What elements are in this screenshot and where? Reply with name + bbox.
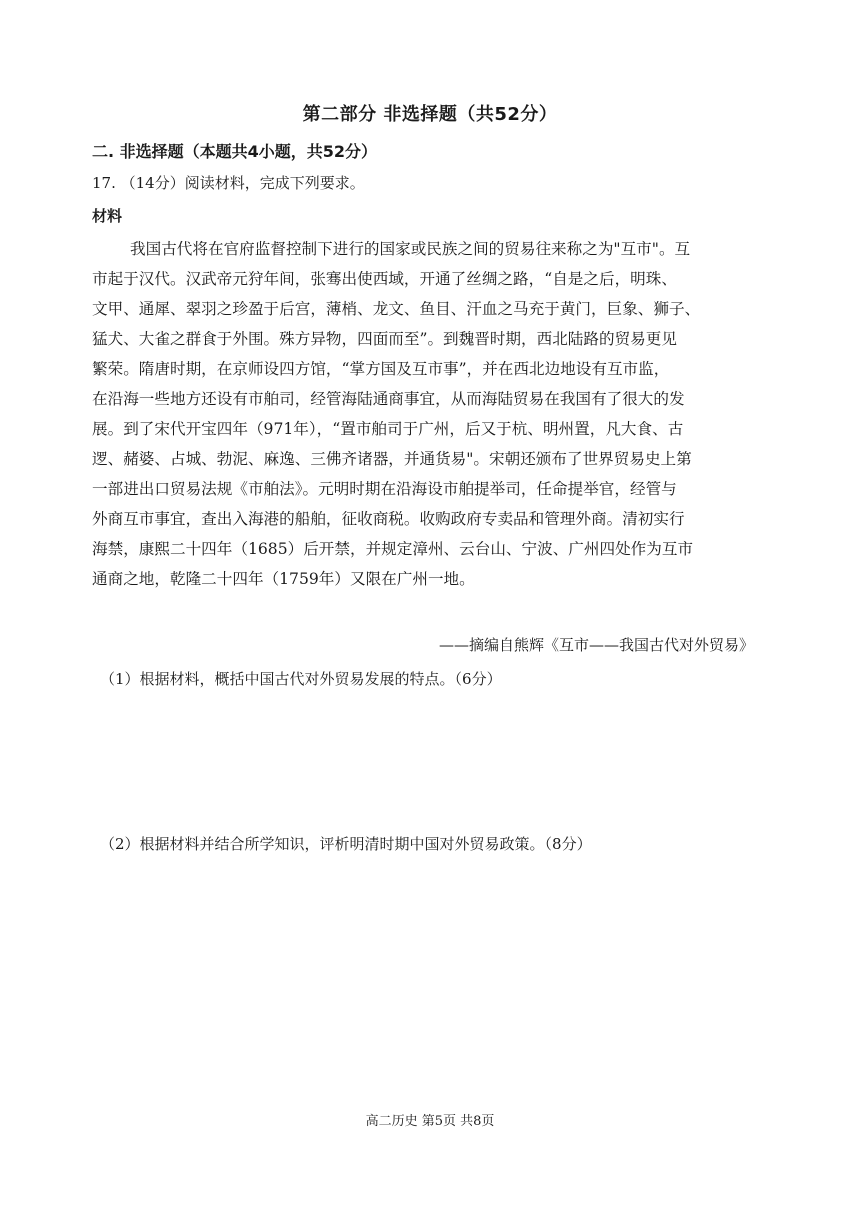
passage-line: 文甲、通犀、翠羽之珍盈于后宫，薄梢、龙文、鱼目、汗血之马充于黄门，巨象、狮子、 [92,300,701,318]
passage-line: 在沿海一些地方还设有市舶司，经管海陆通商事宜，从而海陆贸易在我国有了很大的发 [92,390,685,408]
question-prompt: 17. （14分）阅读材料，完成下列要求。 [92,174,365,192]
passage-line: 市起于汉代。汉武帝元狩年间，张骞出使西域，开通了丝绸之路，“自是之后，明珠、 [92,270,677,288]
sub-question-2: （2）根据材料并结合所学知识，评析明清时期中国对外贸易政策。（8分） [100,835,592,853]
page-footer: 高二历史 第5页 共8页 [365,1114,495,1129]
passage-line: 海禁，康熙二十四年（1685）后开禁，并规定漳州、云台山、宁波、广州四处作为互市 [92,540,694,558]
sub-question-1: （1）根据材料，概括中国古代对外贸易发展的特点。（6分） [100,670,502,688]
passage-line: 展。到了宋代开宝四年（971年），“置市舶司于广州，后又于杭、明州置，凡大食、古 [92,420,684,438]
passage-line: 猛犬、大雀之群食于外围。殊方异物，四面而至”。到魏晋时期，西北陆路的贸易更见 [92,330,677,348]
section-heading: 二. 非选择题（本题共4小题，共52分） [92,142,378,161]
passage-line: 繁荣。隋唐时期，在京师设四方馆，“掌方国及互市事”，并在西北边地设有互市监， [92,360,670,378]
passage-line: 逻、赭婆、占城、勃泥、麻逸、三佛齐诸器，并通货易"。宋朝还颁布了世界贸易史上第 [92,450,692,468]
passage-line: 外商互市事宜，查出入海港的船舶，征收商税。收购政府专卖品和管理外商。清初实行 [92,510,685,528]
passage-line: 我国古代将在官府监督控制下进行的国家或民族之间的贸易往来称之为"互市"。互 [130,240,691,258]
material-passage [92,234,772,594]
passage-line: 通商之地，乾隆二十四年（1759年）又限在广州一地。 [92,570,475,588]
material-label: 材料 [92,207,123,225]
passage-line: 一部进出口贸易法规《市舶法》。元明时期在沿海设市舶提举司，任命提举官，经管与 [92,480,677,498]
material-source: ——摘编自熊辉《互市——我国古代对外贸易》 [438,636,754,654]
part-title: 第二部分 非选择题（共52分） [302,104,558,125]
